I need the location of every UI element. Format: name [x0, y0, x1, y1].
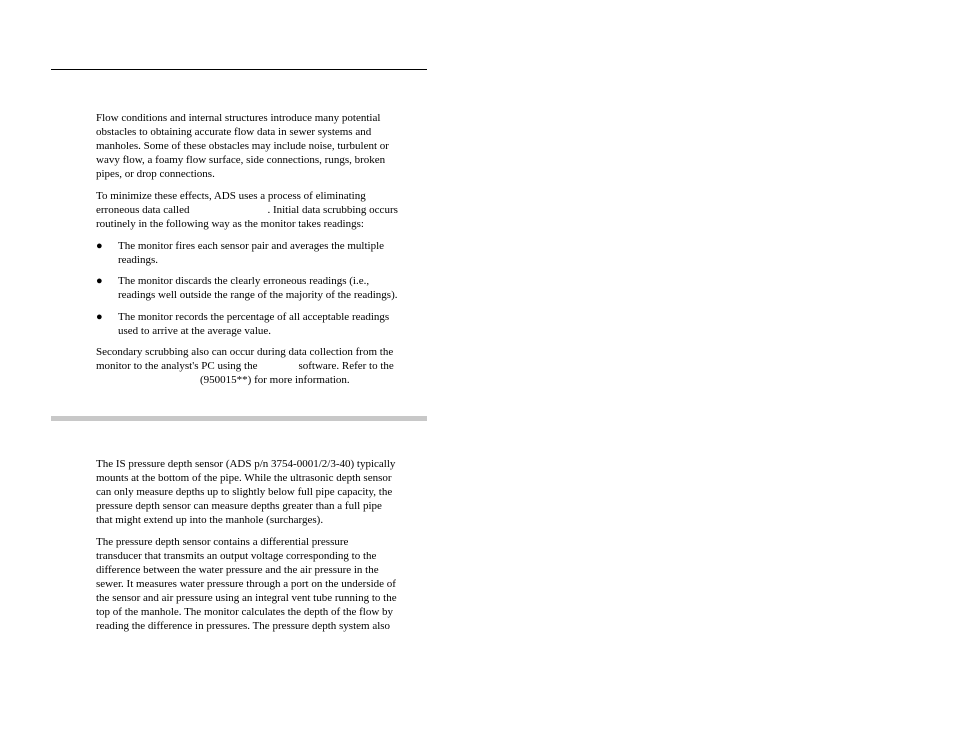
text-line: readings well outside the range of the majority of the readings). — [118, 289, 398, 301]
paragraph-pressure-transducer — [96, 535, 427, 633]
section-divider — [51, 416, 427, 421]
text-line: that might extend up into the manhole (surcharges). — [96, 514, 324, 526]
text-line: The monitor records the percentage of all acceptable readings — [118, 311, 390, 323]
text-line: top of the manhole. The monitor calculates the depth of the flow by — [96, 606, 394, 618]
text-line: can only measure depths up to slightly below full pipe capacity, the — [96, 486, 393, 498]
text-fragment: erroneous data called — [96, 204, 190, 216]
text-line: routinely in the following way as the monitor takes readings: — [96, 218, 364, 230]
text-line: manholes. Some of these obstacles may include noise, turbulent or — [96, 140, 389, 152]
bullet-marker: ● — [96, 275, 103, 287]
paragraph-minimize-effects — [96, 189, 427, 231]
text-line: transducer that transmits an output voltage corresponding to the — [96, 550, 377, 562]
text-line: pressure depth sensor can measure depths greater than a full pipe — [96, 500, 382, 512]
text-line: Secondary scrubbing also can occur during data collection from the — [96, 346, 394, 358]
text-line: difference between the water pressure and the air pressure in the — [96, 564, 379, 576]
text-line: readings. — [118, 254, 159, 266]
bullet-item — [96, 310, 427, 338]
paragraph-pressure-sensor-intro — [96, 457, 427, 527]
bullet-item — [96, 239, 427, 267]
text-line: The monitor discards the clearly erroneous readings (i.e., — [118, 275, 370, 287]
text-line: mounts at the bottom of the pipe. While the ultrasonic depth sensor — [96, 472, 392, 484]
text-line — [96, 359, 427, 373]
text-line — [96, 203, 427, 217]
paragraph-secondary-scrubbing — [96, 345, 427, 387]
text-line: pipes, or drop connections. — [96, 168, 215, 180]
text-line: obstacles to obtaining accurate flow data in sewer systems and — [96, 126, 372, 138]
text-line: wavy flow, a foamy flow surface, side connections, rungs, broken — [96, 154, 386, 166]
text-fragment: software. Refer to the — [298, 360, 394, 372]
text-line: Flow conditions and internal structures introduce many potential — [96, 112, 381, 124]
bullet-item — [96, 274, 427, 302]
header-rule — [51, 69, 427, 70]
text-line: the sensor and air pressure using an integral vent tube running to the — [96, 592, 397, 604]
text-line: The pressure depth sensor contains a differential pressure — [96, 536, 349, 548]
bullet-marker: ● — [96, 240, 103, 252]
paragraph-flow-conditions — [96, 111, 427, 181]
text-line: reading the difference in pressures. The pressure depth system also — [96, 620, 391, 632]
bullet-marker: ● — [96, 311, 103, 323]
text-fragment: (950015**) for more information. — [200, 374, 350, 386]
text-fragment: . Initial data scrubbing occurs — [267, 204, 398, 216]
text-line: The IS pressure depth sensor (ADS p/n 3754-0001/2/3-40) typically — [96, 458, 396, 470]
text-line: used to arrive at the average value. — [118, 325, 272, 337]
text-line: sewer. It measures water pressure through a port on the underside of — [96, 578, 396, 590]
text-line: The monitor fires each sensor pair and averages the multiple — [118, 240, 385, 252]
text-line — [96, 373, 427, 387]
text-fragment: monitor to the analyst's PC using the — [96, 360, 258, 372]
text-line: To minimize these effects, ADS uses a process of eliminating — [96, 190, 366, 202]
